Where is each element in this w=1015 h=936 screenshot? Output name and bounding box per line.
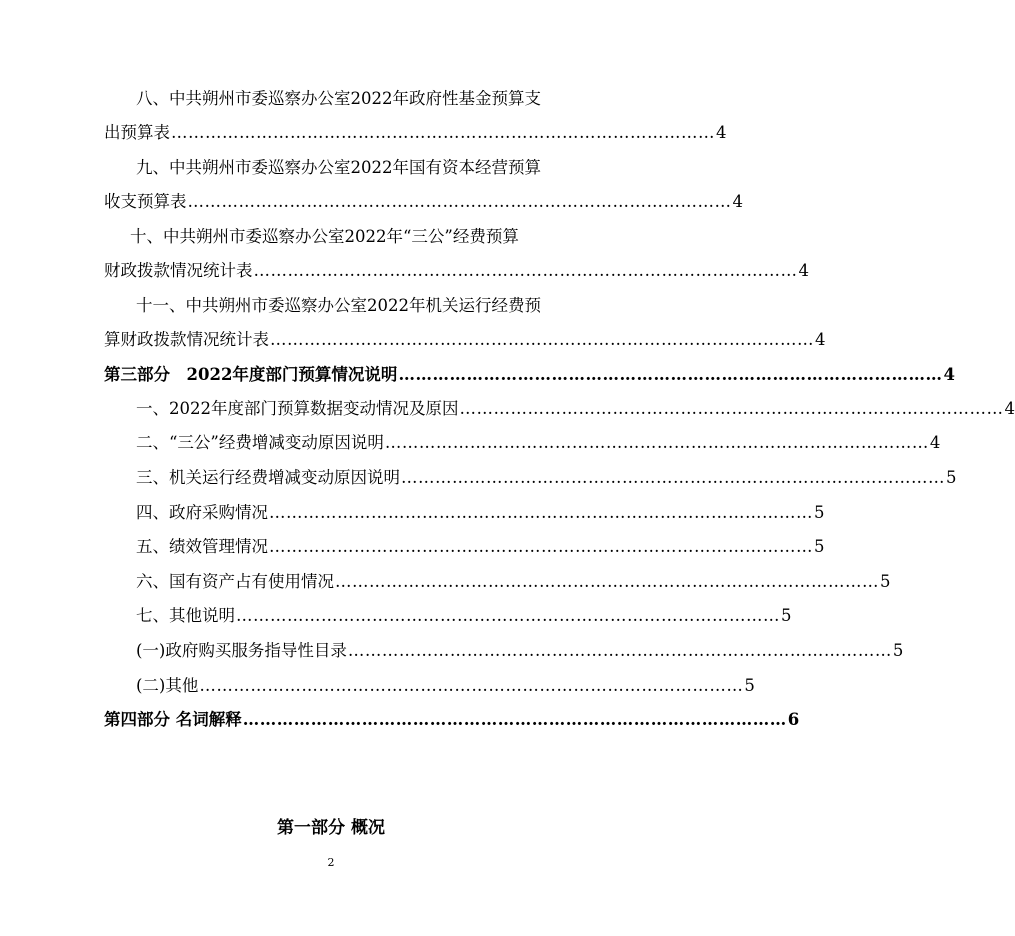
toc-page-number: 5 — [814, 503, 825, 522]
leader-dots: …………………………………………………………………………………… — [269, 537, 813, 556]
toc-item-5[interactable]: 五、绩效管理情况 …………………………………………………………………………………… 5 — [104, 532, 556, 562]
toc-part-4[interactable]: 第四部分 名词解释 …………………………………………………………………………………… 6 — [104, 705, 556, 735]
toc-entry-11-line1[interactable]: 十一、中共朔州市委巡察办公室2022年机关运行经费预 — [136, 296, 541, 315]
leader-dots: …………………………………………………………………………………… — [384, 433, 929, 452]
toc-entry-10-line1[interactable]: 十、中共朔州市委巡察办公室2022年“三公”经费预算 — [130, 227, 519, 246]
toc-item-7[interactable]: 七、其他说明 …………………………………………………………………………………… 5 — [104, 601, 556, 631]
leader-dots: …………………………………………………………………………………… — [459, 399, 1004, 418]
toc-page-number: 6 — [787, 710, 800, 729]
leader-dots: …………………………………………………………………………………… — [242, 710, 787, 729]
toc-page-number: 4 — [716, 123, 727, 142]
toc-item-3[interactable]: 三、机关运行经费增减变动原因说明 …………………………………………………………………………………… 5 — [104, 463, 556, 493]
toc-entry-11-line2[interactable]: 算财政拨款情况统计表 …………………………………………………………………………………… 4 — [104, 325, 556, 355]
toc-item-1[interactable]: 一、2022年度部门预算数据变动情况及原因 …………………………………………………………………………………… 4 — [104, 394, 556, 424]
toc-page-number: 4 — [732, 192, 743, 211]
toc-entry-8-line1[interactable]: 八、中共朔州市委巡察办公室2022年政府性基金预算支 — [136, 89, 541, 108]
leader-dots: …………………………………………………………………………………… — [269, 503, 813, 522]
toc-item-7-1[interactable]: (一)政府购买服务指导性目录 …………………………………………………………………………………… 5 — [104, 636, 556, 666]
leader-dots: …………………………………………………………………………………… — [199, 676, 744, 695]
leader-dots: …………………………………………………………………………………… — [270, 330, 814, 349]
toc-page-number: 4 — [815, 330, 826, 349]
leader-dots: …………………………………………………………………………………… — [398, 365, 943, 384]
toc-page-number: 5 — [946, 468, 957, 487]
toc-item-7-2[interactable]: (二)其他 …………………………………………………………………………………… 5 — [104, 671, 556, 701]
toc-page-number: 5 — [880, 572, 891, 591]
leader-dots: …………………………………………………………………………………… — [171, 123, 715, 142]
toc-page-number: 5 — [781, 606, 792, 625]
toc-page-number: 4 — [929, 433, 941, 452]
toc-item-6[interactable]: 六、国有资产占有使用情况 …………………………………………………………………………………… 5 — [104, 567, 556, 597]
toc-item-4[interactable]: 四、政府采购情况 …………………………………………………………………………………… 5 — [104, 498, 556, 528]
toc-page-number: 4 — [943, 365, 955, 384]
leader-dots: …………………………………………………………………………………… — [347, 641, 892, 660]
toc-entry-8-line2[interactable]: 出预算表 …………………………………………………………………………………… 4 — [104, 118, 556, 148]
leader-dots: …………………………………………………………………………………… — [253, 261, 798, 280]
page-number: 2 — [327, 856, 335, 869]
toc-entry-9-line2[interactable]: 收支预算表 …………………………………………………………………………………… 4 — [104, 187, 556, 217]
toc-page-number: 4 — [798, 261, 809, 280]
toc-page-number: 5 — [744, 676, 755, 695]
toc-page-number: 5 — [892, 641, 904, 660]
toc-item-2[interactable]: 二、“三公”经费增减变动原因说明 …………………………………………………………………………………… 4 — [104, 428, 556, 458]
leader-dots: …………………………………………………………………………………… — [236, 606, 780, 625]
toc-part-3[interactable]: 第三部分 2022年度部门预算情况说明 …………………………………………………………………………………… 4 — [104, 360, 556, 390]
toc-entry-9-line1[interactable]: 九、中共朔州市委巡察办公室2022年国有资本经营预算 — [136, 158, 541, 177]
toc-entry-10-line2[interactable]: 财政拨款情况统计表 …………………………………………………………………………………… 4 — [104, 256, 556, 286]
section-heading: 第一部分 概况 — [277, 818, 385, 838]
leader-dots: …………………………………………………………………………………… — [187, 192, 732, 211]
leader-dots: …………………………………………………………………………………… — [335, 572, 879, 591]
toc-page-number: 4 — [1004, 399, 1015, 418]
toc-page-number: 5 — [814, 537, 825, 556]
leader-dots: …………………………………………………………………………………… — [401, 468, 945, 487]
